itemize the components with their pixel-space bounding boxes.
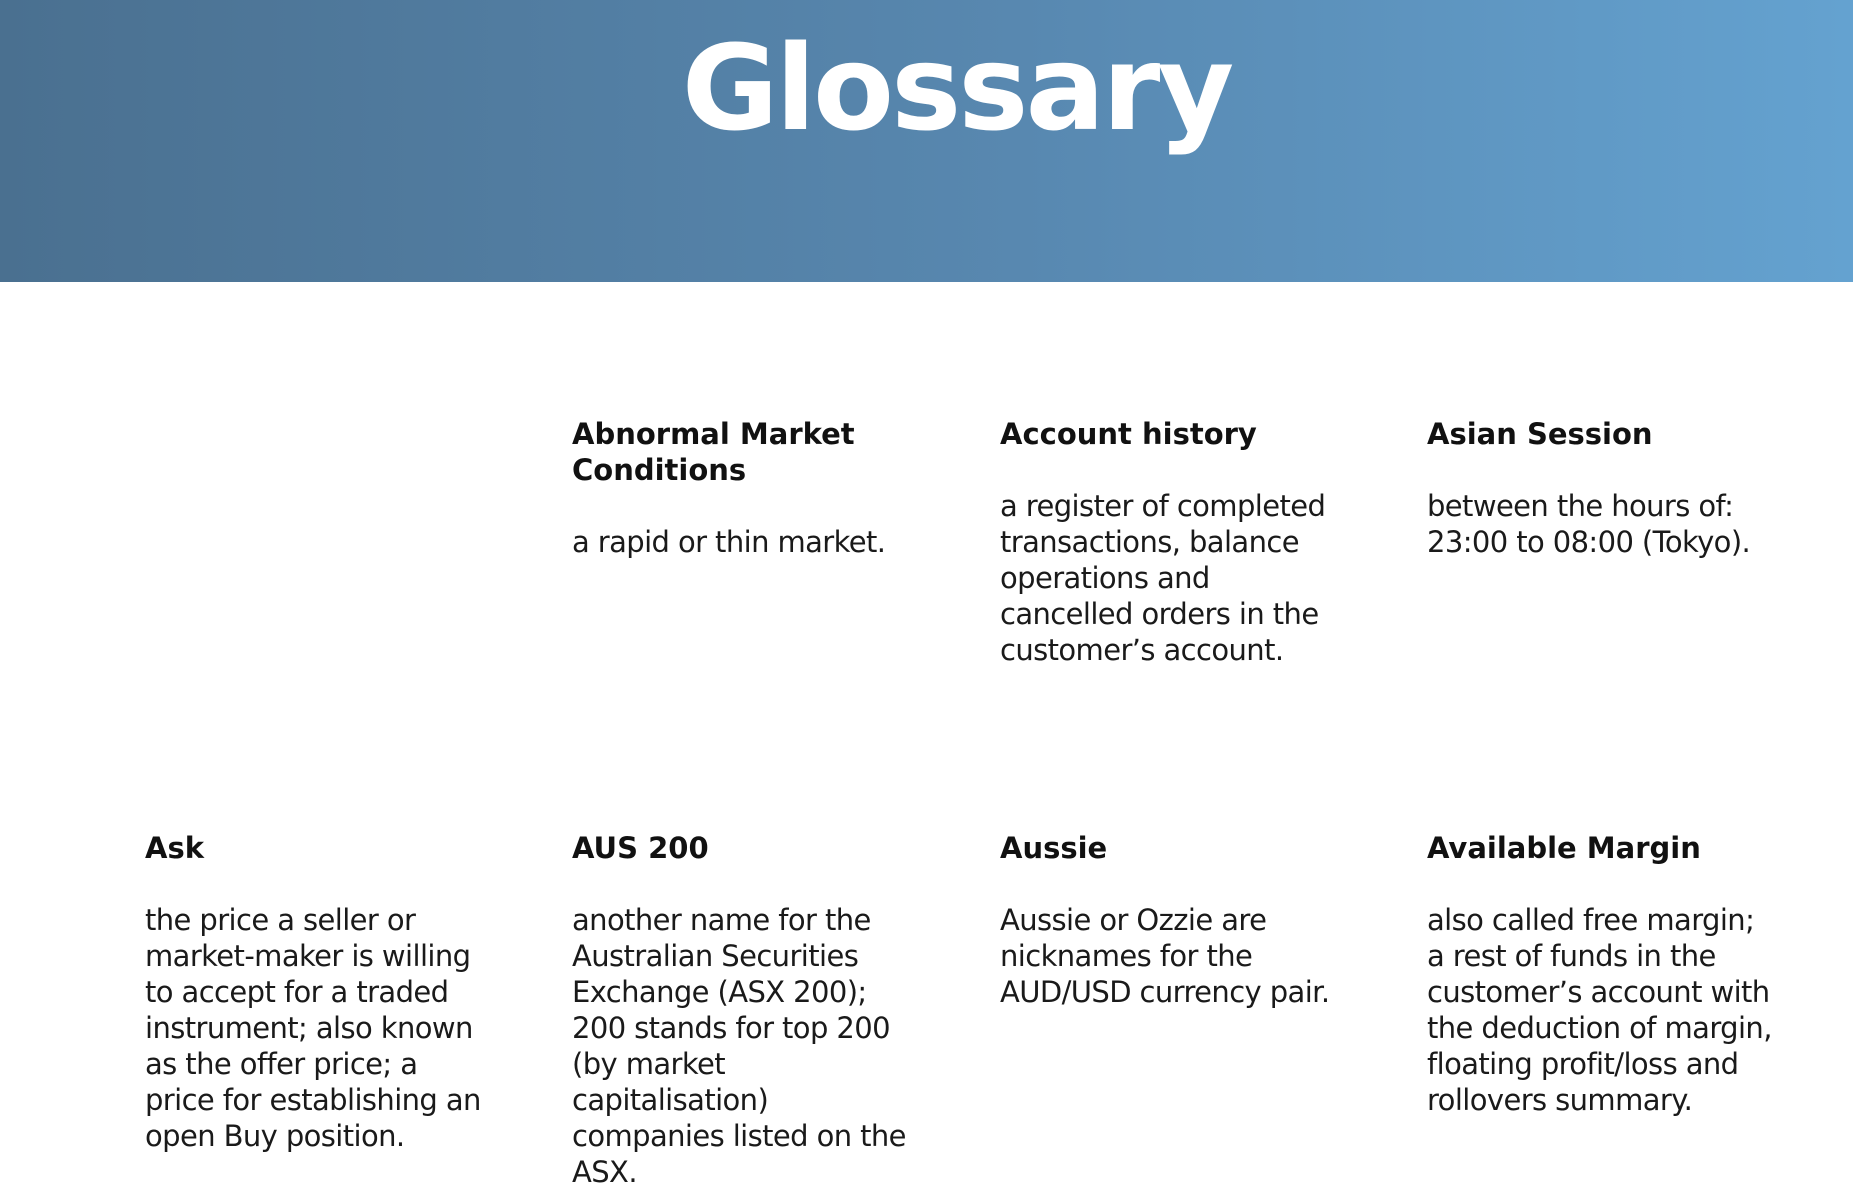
glossary-entry-aus-200 (572, 830, 922, 1190)
term-definition: Aussie or Ozzie are nicknames for the AUD/USD currency pair. (1000, 903, 1330, 1009)
glossary-entry-aussie (1000, 830, 1350, 1010)
term-title: Account history (1000, 417, 1257, 451)
term-definition: a rapid or thin market. (572, 525, 886, 559)
header-banner (0, 0, 1853, 282)
term-definition: between the hours of: 23:00 to 08:00 (Tokyo). (1427, 489, 1751, 559)
term-title: Aussie (1000, 831, 1108, 865)
term-definition: a register of completed transactions, balance operations and cancelled orders in the customer’s account. (1000, 489, 1326, 667)
term-title: Abnormal Market Conditions (572, 417, 855, 487)
term-definition: another name for the Australian Securities Exchange (ASX 200); 200 stands for top 200 (by market capitalisation) companies listed on the ASX. (572, 903, 906, 1189)
term-definition: the price a seller or market-maker is willing to accept for a traded instrument; also known as the offer price; a price for establishing an open Buy position. (145, 903, 481, 1153)
term-title: Asian Session (1427, 417, 1653, 451)
glossary-entry-abnormal-market-conditions (572, 416, 922, 560)
glossary-entry-account-history (1000, 416, 1350, 668)
glossary-entry-ask (145, 830, 495, 1154)
term-title: Available Margin (1427, 831, 1701, 865)
glossary-entry-asian-session (1427, 416, 1777, 560)
page-title: Glossary (681, 19, 1232, 157)
glossary-entry-available-margin (1427, 830, 1777, 1118)
term-title: Ask (145, 831, 204, 865)
term-definition: also called free margin; a rest of funds in the customer’s account with the deduction of margin, floating profit/loss and rollovers summary. (1427, 903, 1772, 1117)
term-title: AUS 200 (572, 831, 709, 865)
